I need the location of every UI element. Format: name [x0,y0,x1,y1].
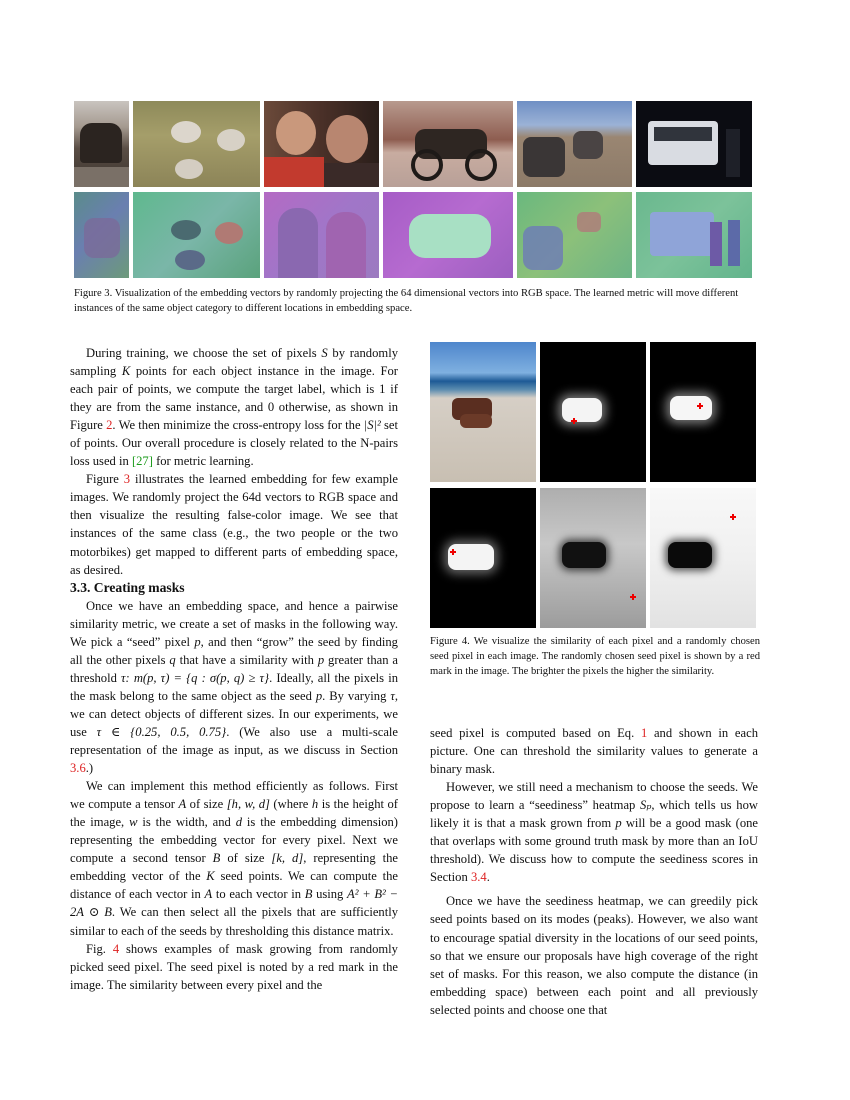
embedding-motorbike [383,192,513,278]
right-column [430,724,758,1019]
paragraph-greedy-seeds: Once we have the seediness heatmap, we can greedily pick seed points based on its modes (peaks). However, we also want to encourage spatial diversity in the locations of our seed points, so that we ensure our proposals have high coverage of the right set of masks. For this reason, we also compute the distance (in embedding space) between each point and all previously selected points and choose one that [430,894,758,1017]
embedding-bus-night [636,192,752,278]
embedding-horses [74,192,129,278]
embedding-motorbikes-group [517,192,632,278]
section-heading-creating-masks: 3.3. Creating masks [70,579,185,595]
ref-figure-3[interactable]: 3 [123,472,131,487]
similarity-map-5 [650,488,756,628]
figure-4 [430,342,758,628]
photo-motorbikes-group [517,101,632,187]
similarity-map-1 [540,342,646,482]
seed-marker [630,594,636,600]
similarity-map-3 [430,488,536,628]
paragraph-training: During training, we choose the set of pixels S by randomly sampling K points for each object instance in the image. For each pair of points, we compute the target label, which is 1 if they are from the same instance, and 0 otherwise, as shown in Figure 2. We then minimize the cross-entropy loss for the |S|² set of points. Our overall procedure is closely related to the N-pairs loss used in [27] for metric learning. [70,346,399,469]
seed-marker [450,549,456,555]
photo-cows-beach [430,342,536,482]
photo-two-people [264,101,379,187]
ref-citation-27[interactable]: [27] [131,454,153,469]
ref-equation-1[interactable]: 1 [640,726,648,740]
seed-marker [697,403,703,409]
figure-4-caption: Figure 4. We visualize the similarity of each pixel and a randomly chosen seed pixel in each image. The randomly chosen seed pixel is shown by a red mark in the image. The brighter the pixels the higher the similarity. [430,636,760,677]
left-column [70,344,398,994]
similarity-map-4 [540,488,646,628]
ref-figure-4[interactable]: 4 [112,941,120,956]
photo-motorbike [383,101,513,187]
figure-3-embedding-row [74,192,752,278]
similarity-map-2 [650,342,756,482]
embedding-two-people [264,192,379,278]
paragraph-seediness: However, we still need a mechanism to choose the seeds. We propose to learn a “seediness” heatmap Sₚ, which tells us how likely it is that a mask grown from p will be a good mask (one that overlaps with some ground truth mask by more than an IoU threshold). We discuss how to compute the seediness scores in Section 3.4. [430,780,759,885]
ref-figure-2[interactable]: 2 [106,418,113,433]
photo-horses [74,101,129,187]
ref-section-3-4[interactable]: 3.4 [470,870,487,885]
paragraph-fig4-desc: Fig. 4 shows examples of mask growing from randomly picked seed pixel. The seed pixel is noted by a red mark in the image. The similarity between every pixel and the [70,941,398,992]
paragraph-figure3-desc: Figure 3 illustrates the learned embedding for few example images. We randomly project the 64d vectors to RGB space and then visualize the resulting false-color image. We see that instances of the same class (e.g., the two people or the two motorbikes) get mapped to different parts of embedding space, as desired. [70,472,398,577]
seed-marker [571,418,577,424]
embedding-sheep [133,192,260,278]
figure-3-caption: Figure 3. Visualization of the embedding vectors by randomly projecting the 64 dimensional vectors into RGB space. The learned metric will move different instances of the same object category to different locations in embedding space. [74,288,739,314]
photo-sheep [133,101,260,187]
photo-bus-night [636,101,752,187]
ref-section-3-6[interactable]: 3.6 [70,761,86,776]
paragraph-masks: Once we have an embedding space, and hence a pairwise similarity metric, we create a set of masks in the following way. We pick a “seed” pixel p, and then “grow” the seed by finding all the other pixels q that have a similarity with p greater than a threshold τ: m(p, τ) = {q : σ(p, q) ≥ τ}. Ideally, all the pixels in the mask belong to the same object as the seed p. By varying τ, we can detect objects of different sizes. In our experiments, we use τ ∈ {0.25, 0.5, 0.75}. (We also use a multi-scale representation of the image as input, as we discuss in Section 3.6.) [70,598,399,776]
paragraph-implementation: We can implement this method efficiently as follows. First we compute a tensor A of size [h, w, d] (where h is the height of the image, w is the width, and d is the embedding dimension) representing the embedding vector for every pixel. Next we compute a second tensor B of size [k, d], representing the embedding vector of the K seed points. We can compute the distance of each vector in A to each vector in B using A² + B² − 2A ⊙ B. We can then select all the pixels that are sufficiently similar to each of the seeds by thresholding this distance matrix. [70,779,399,938]
paragraph-seed-similarity: seed pixel is computed based on Eq. 1 and shown in each picture. One can threshold the similarity values to generate a binary mask. [430,726,758,777]
figure-3-photo-row [74,101,752,187]
seed-marker [730,514,736,520]
